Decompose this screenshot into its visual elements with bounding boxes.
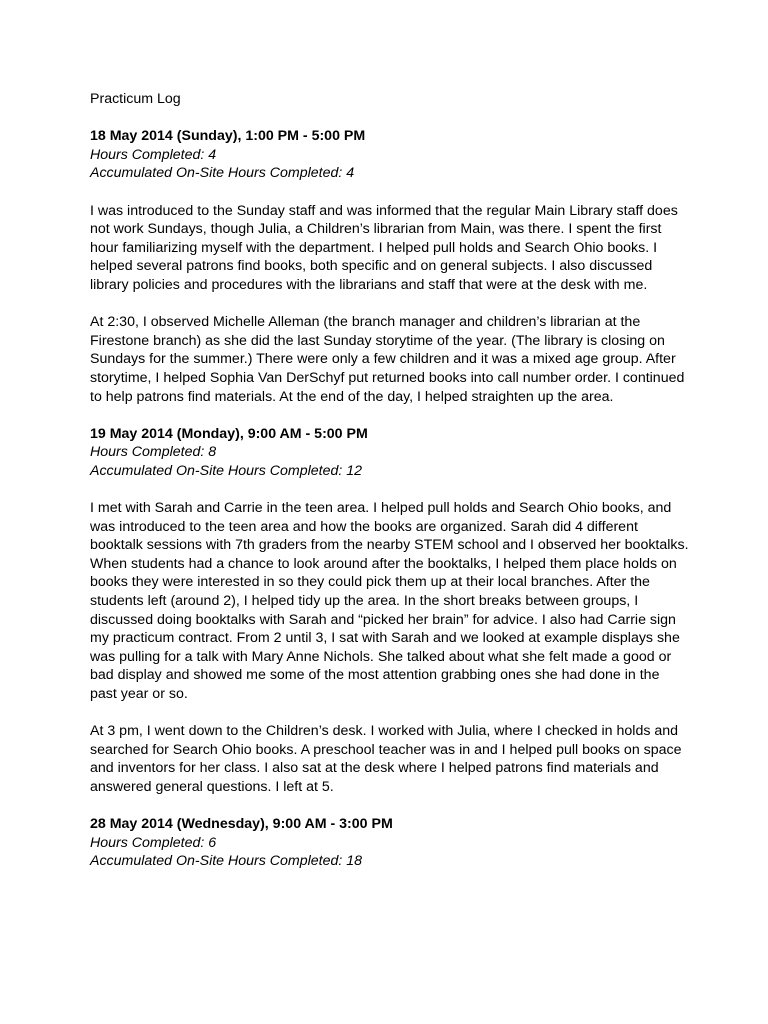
log-entry-2 <box>90 425 690 797</box>
entry-meta <box>90 834 690 871</box>
accumulated-hours: Accumulated On-Site Hours Completed: 12 <box>90 462 363 479</box>
entry-paragraph: At 3 pm, I went down to the Children’s desk. I worked with Julia, where I checked in holds and searched for Search Ohio books. A preschool teacher was in and I helped pull books on space and inventors for her class. I also sat at the desk where I helped patrons find materials and answered general questions. I left at 5. <box>90 723 682 795</box>
entry-paragraph: I was introduced to the Sunday staff and was informed that the regular Main Library staff does not work Sundays, though Julia, a Children’s librarian from Main, was there. I spent the first hour familiarizing myself with the department. I helped pull holds and Search Ohio books. I helped several patrons find books, both specific and on general subjects. I also discussed library policies and procedures with the librarians and staff that were at the desk with me. <box>90 202 678 293</box>
entry-paragraph: I met with Sarah and Carrie in the teen area. I helped pull holds and Search Ohio books, and was introduced to the teen area and how the books are organized. Sarah did 4 different booktalk sessions with 7th graders from the nearby STEM school and I observed her booktalks. When students had a chance to look around after the booktalks, I helped them place holds on books they were interested in so they could pick them up at their local branches. After the students left (around 2), I helped tidy up the area. In the short breaks between groups, I discussed doing booktalks with Sarah and “picked her brain” for advice. I also had Carrie sign my practicum contract. From 2 until 3, I sat with Sarah and we looked at example displays she was pulling for a talk with Mary Anne Nichols. She talked about what she felt made a good or bad display and showed me some of the most attention grabbing ones she had done in the past year or so. <box>90 500 689 702</box>
entry-meta <box>90 146 690 183</box>
log-entry-3 <box>90 815 690 871</box>
document-title: Practicum Log <box>90 91 181 107</box>
hours-completed: Hours Completed: 8 <box>90 444 217 461</box>
entry-heading: 18 May 2014 (Sunday), 1:00 PM - 5:00 PM <box>90 128 366 145</box>
entry-meta <box>90 443 690 480</box>
hours-completed: Hours Completed: 4 <box>90 146 217 163</box>
entry-paragraph: At 2:30, I observed Michelle Alleman (the branch manager and children’s librarian at the Firestone branch) as she did the last Sunday storytime of the year. (The library is closing on Sundays for the summer.) There were only a few children and it was a mixed age group. After storytime, I helped Sophia Van DerSchyf put returned books into call number order. I continued to help patrons find materials. At the end of the day, I helped straighten up the area. <box>90 314 685 405</box>
log-entry-1 <box>90 127 690 406</box>
entry-heading: 28 May 2014 (Wednesday), 9:00 AM - 3:00 PM <box>90 816 393 833</box>
document-page <box>90 90 690 890</box>
entry-heading: 19 May 2014 (Monday), 9:00 AM - 5:00 PM <box>90 425 368 442</box>
accumulated-hours: Accumulated On-Site Hours Completed: 18 <box>90 853 363 870</box>
accumulated-hours: Accumulated On-Site Hours Completed: 4 <box>90 165 355 182</box>
hours-completed: Hours Completed: 6 <box>90 834 217 851</box>
